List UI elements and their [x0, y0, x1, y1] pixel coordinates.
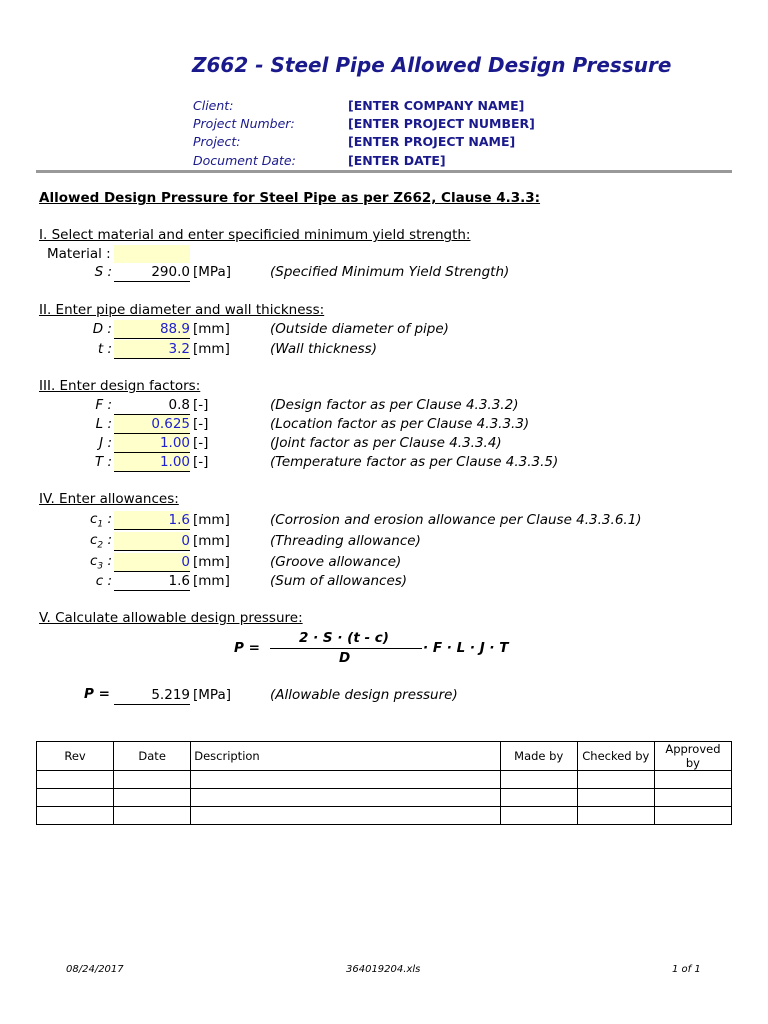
temp-input[interactable]: 1.00	[114, 453, 190, 472]
l-description: (Location factor as per Clause 4.3.3.3)	[270, 416, 530, 432]
table-cell[interactable]	[114, 789, 191, 807]
s-unit: [MPa]	[193, 264, 231, 280]
table-cell[interactable]	[114, 771, 191, 789]
section-4-heading: IV. Enter allowances:	[39, 491, 179, 507]
main-heading: Allowed Design Pressure for Steel Pipe as per Z662, Clause 4.3.3:	[39, 190, 541, 206]
table-header-row	[37, 742, 732, 771]
l-label: L :	[95, 416, 112, 432]
f-value: 0.8	[114, 396, 190, 415]
t-input[interactable]: 3.2	[114, 340, 190, 359]
table-cell[interactable]	[37, 771, 114, 789]
table-cell[interactable]	[37, 807, 114, 825]
table-cell[interactable]	[191, 771, 500, 789]
c1-input[interactable]: 1.6	[114, 511, 190, 530]
client-value[interactable]: [ENTER COMPANY NAME]	[348, 98, 525, 113]
section-2-heading: II. Enter pipe diameter and wall thickness:	[39, 302, 325, 318]
table-cell[interactable]	[577, 807, 654, 825]
table-cell[interactable]	[654, 789, 731, 807]
table-cell[interactable]	[654, 771, 731, 789]
formula-numerator: 2 · S · (t - c)	[299, 630, 389, 646]
j-label: J :	[99, 435, 112, 451]
result-description: (Allowable design pressure)	[270, 687, 458, 703]
section-3-heading: III. Enter design factors:	[39, 378, 201, 394]
page-title: Z662 - Steel Pipe Allowed Design Pressure	[192, 53, 672, 77]
result-value: 5.219	[114, 686, 190, 705]
c-value: 1.6	[114, 572, 190, 591]
c2-unit: [mm]	[193, 533, 230, 549]
c3-unit: [mm]	[193, 554, 230, 570]
t-label: t :	[97, 341, 112, 357]
c2-input[interactable]: 0	[114, 532, 190, 551]
d-unit: [mm]	[193, 321, 230, 337]
t-description: (Wall thickness)	[270, 341, 377, 357]
table-cell[interactable]	[191, 789, 500, 807]
s-value: 290.0	[114, 263, 190, 282]
project-label: Project:	[193, 134, 241, 149]
j-input[interactable]: 1.00	[114, 434, 190, 453]
table-cell[interactable]	[654, 807, 731, 825]
t-unit: [mm]	[193, 341, 230, 357]
project-number-value[interactable]: [ENTER PROJECT NUMBER]	[348, 116, 535, 131]
project-number-label: Project Number:	[193, 116, 295, 131]
table-cell[interactable]	[577, 771, 654, 789]
footer-page: 1 of 1	[672, 964, 701, 975]
section-5-heading: V. Calculate allowable design pressure:	[39, 610, 303, 626]
header-description: Description	[191, 742, 500, 771]
f-label: F :	[95, 397, 112, 413]
table-row	[37, 789, 732, 807]
header-rev: Rev	[37, 742, 114, 771]
table-row	[37, 771, 732, 789]
revision-table	[36, 741, 732, 825]
formula-rhs: · F · L · J · T	[423, 640, 509, 656]
c-description: (Sum of allowances)	[270, 573, 408, 589]
temp-unit: [-]	[193, 454, 209, 470]
header-date: Date	[114, 742, 191, 771]
c1-description: (Corrosion and erosion allowance per Clause 4.3.3.6.1)	[270, 512, 642, 528]
c3-input[interactable]: 0	[114, 553, 190, 572]
table-cell[interactable]	[577, 789, 654, 807]
table-cell[interactable]	[500, 807, 577, 825]
document-date-value[interactable]: [ENTER DATE]	[348, 153, 446, 168]
material-input[interactable]	[114, 245, 190, 263]
c3-label: $c_3$ :	[89, 553, 112, 572]
d-input[interactable]: 88.9	[114, 320, 190, 339]
l-unit: [-]	[193, 416, 209, 432]
table-cell[interactable]	[500, 771, 577, 789]
f-description: (Design factor as per Clause 4.3.3.2)	[270, 397, 519, 413]
result-unit: [MPa]	[193, 687, 231, 703]
j-description: (Joint factor as per Clause 4.3.3.4)	[270, 435, 502, 451]
j-unit: [-]	[193, 435, 209, 451]
table-cell[interactable]	[500, 789, 577, 807]
footer-date: 08/24/2017	[66, 964, 124, 975]
c2-description: (Threading allowance)	[270, 533, 421, 549]
document-date-label: Document Date:	[193, 153, 296, 168]
c3-description: (Groove allowance)	[270, 554, 402, 570]
formula-lhs: P =	[234, 640, 260, 656]
temp-label: T :	[94, 454, 112, 470]
header-divider	[36, 170, 732, 173]
c2-label: $c_2$ :	[89, 532, 112, 551]
table-row	[37, 807, 732, 825]
table-cell[interactable]	[191, 807, 500, 825]
header-approved-by: Approved by	[654, 742, 731, 771]
d-description: (Outside diameter of pipe)	[270, 321, 449, 337]
header-checked-by: Checked by	[577, 742, 654, 771]
table-cell[interactable]	[37, 789, 114, 807]
client-label: Client:	[193, 98, 234, 113]
c-label: c :	[95, 573, 112, 589]
d-label: D :	[92, 321, 112, 337]
fraction-bar	[270, 648, 422, 649]
f-unit: [-]	[193, 397, 209, 413]
section-1-heading: I. Select material and enter specificied minimum yield strength:	[39, 227, 471, 243]
formula-denominator: D	[339, 650, 351, 666]
s-label: S :	[94, 264, 112, 280]
l-input[interactable]: 0.625	[114, 415, 190, 434]
temp-description: (Temperature factor as per Clause 4.3.3.5)	[270, 454, 559, 470]
c1-unit: [mm]	[193, 512, 230, 528]
footer-filename: 364019204.xls	[346, 964, 421, 975]
material-label: Material :	[47, 246, 111, 262]
c1-label: $c_1$ :	[89, 511, 112, 530]
s-description: (Specified Minimum Yield Strength)	[270, 264, 510, 280]
result-label: P =	[84, 686, 110, 702]
header-made-by: Made by	[500, 742, 577, 771]
table-cell[interactable]	[114, 807, 191, 825]
project-value[interactable]: [ENTER PROJECT NAME]	[348, 134, 516, 149]
c-unit: [mm]	[193, 573, 230, 589]
